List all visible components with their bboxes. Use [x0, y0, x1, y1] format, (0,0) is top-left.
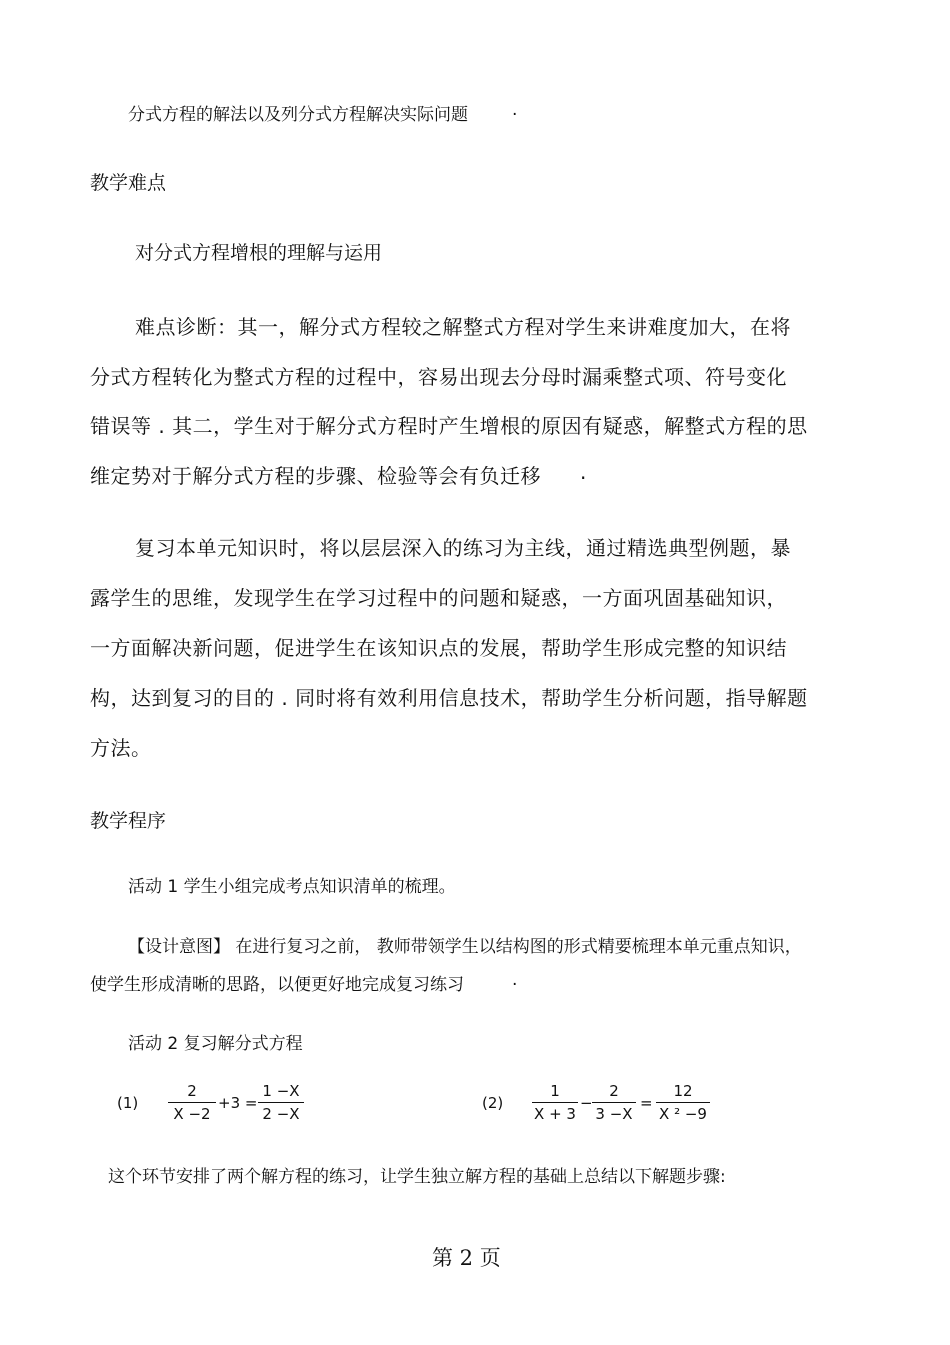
heading-teaching-difficulty: 教学难点 — [90, 172, 167, 194]
denominator: 2 −X — [262, 1105, 300, 1123]
fraction — [656, 1082, 710, 1123]
page-number: 第 2 页 — [432, 1246, 501, 1270]
denominator: 3 −X — [595, 1105, 633, 1123]
numerator: 1 — [532, 1082, 578, 1103]
heading-teaching-procedure: 教学程序 — [90, 810, 167, 832]
review-line: 方法。 — [90, 736, 152, 760]
denominator: X −2 — [173, 1105, 211, 1123]
fraction — [168, 1082, 216, 1123]
design-intent-line: 【设计意图】 在进行复习之前， 教师带领学生以结构图的形式精要梳理本单元重点知识， — [128, 937, 802, 957]
numerator: 12 — [656, 1082, 710, 1103]
diagnosis-line: 分式方程转化为整式方程的过程中，容易出现去分母时漏乘整式项、符号变化 — [90, 365, 787, 389]
fraction — [258, 1082, 304, 1123]
review-line: 复习本单元知识时，将以层层深入的练习为主线，通过精选典型例题，暴 — [135, 536, 791, 560]
activity-2: 活动 2 复习解分式方程 — [128, 1034, 303, 1054]
design-intent-line: 使学生形成清晰的思路，以便更好地完成复习练习 — [90, 975, 464, 995]
denominator: X ² −9 — [659, 1105, 707, 1123]
diagnosis-line: 难点诊断：其一，解分式方程较之解整式方程对学生来讲难度加大，在将 — [135, 315, 791, 339]
activity-1: 活动 1 学生小组完成考点知识清单的梳理。 — [128, 877, 456, 897]
numerator: 2 — [168, 1082, 216, 1103]
operator: +3 = — [218, 1094, 258, 1112]
numerator: 2 — [592, 1082, 636, 1103]
fraction — [532, 1082, 578, 1123]
review-line: 构，达到复习的目的 . 同时将有效利用信息技术，帮助学生分析问题，指导解题 — [90, 686, 808, 710]
review-line: 露学生的思维，发现学生在学习过程中的问题和疑惑，一方面巩固基础知识， — [90, 586, 787, 610]
equation-label: (1) — [117, 1094, 139, 1112]
operator: − — [580, 1094, 593, 1112]
paragraph-key-points: 分式方程的解法以及列分式方程解决实际问题 — [128, 105, 468, 125]
equation-label: (2) — [482, 1094, 504, 1112]
fraction — [592, 1082, 636, 1123]
review-line: 一方面解决新问题，促进学生在该知识点的发展，帮助学生形成完整的知识结 — [90, 636, 787, 660]
operator: = — [640, 1094, 653, 1112]
difficulty-statement: 对分式方程增根的理解与运用 — [135, 242, 383, 264]
diagnosis-line: 错误等 . 其二，学生对于解分式方程时产生增根的原因有疑惑，解整式方程的思 — [90, 414, 808, 438]
summary-text: 这个环节安排了两个解方程的练习，让学生独立解方程的基础上总结以下解题步骤: — [108, 1167, 726, 1187]
period: . — [512, 100, 518, 120]
period: . — [580, 460, 587, 484]
numerator: 1 −X — [258, 1082, 304, 1103]
denominator: X + 3 — [534, 1105, 576, 1123]
period: . — [512, 970, 518, 990]
diagnosis-line: 维定势对于解分式方程的步骤、检验等会有负迁移 — [90, 464, 541, 488]
